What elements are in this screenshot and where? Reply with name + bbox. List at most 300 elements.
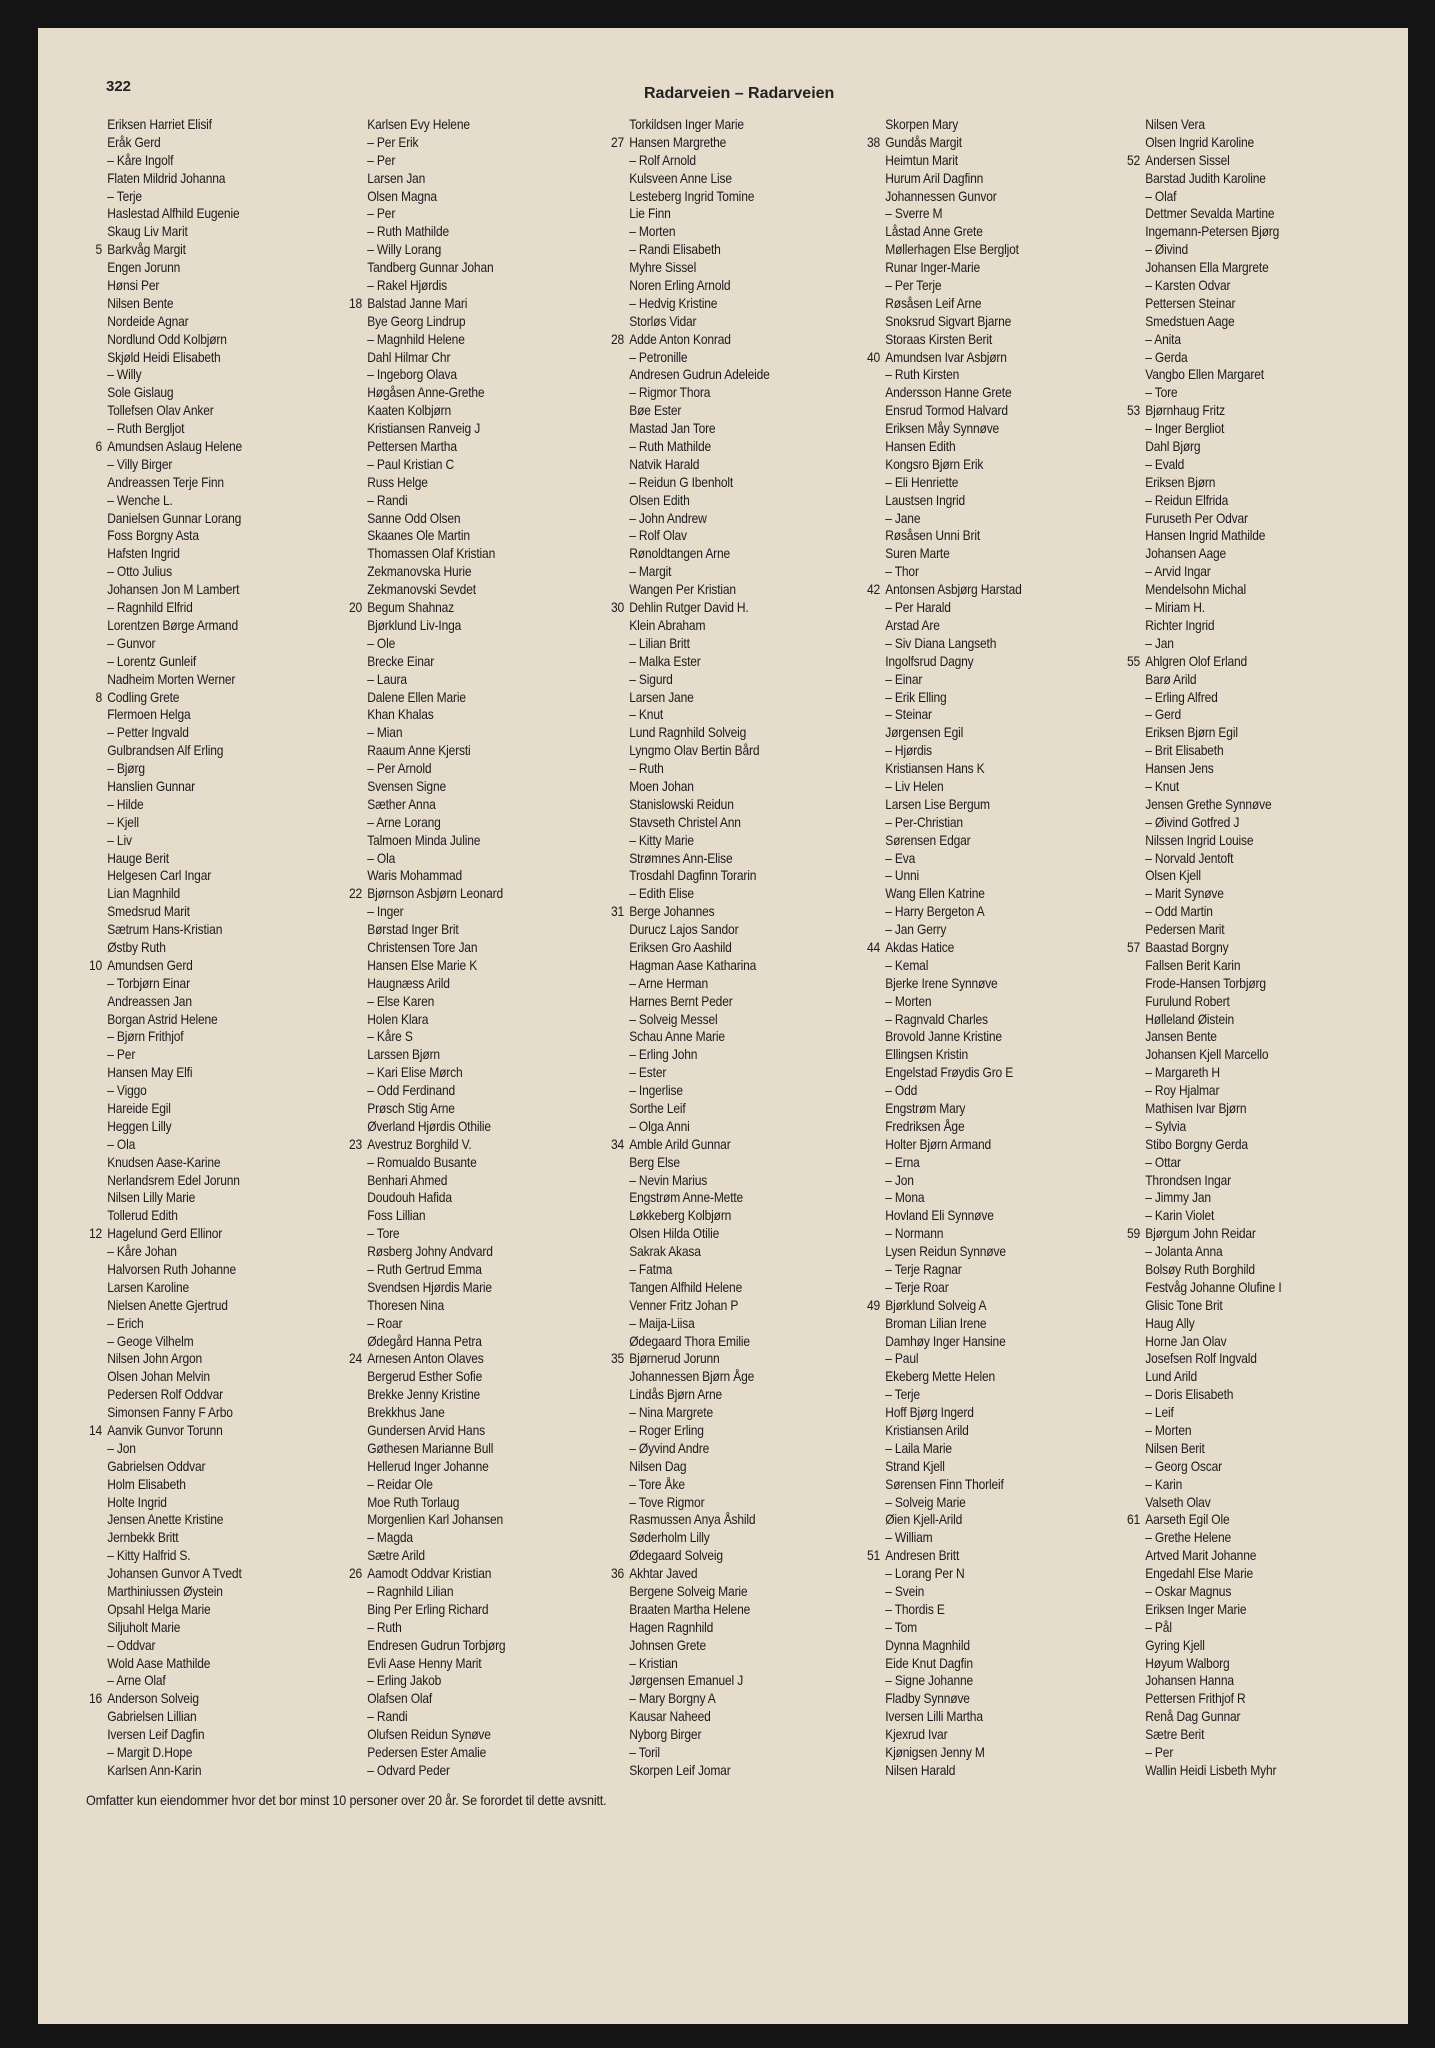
resident-name: Renå Dag Gunnar xyxy=(1145,1708,1241,1725)
resident-name: Bolsøy Ruth Borghild xyxy=(1145,1261,1255,1277)
resident-name: Johannessen Gunvor xyxy=(885,187,997,204)
resident-name: – Randi Elisabeth xyxy=(629,241,721,258)
resident-name: Larsen Karoline xyxy=(107,1278,189,1295)
resident-name: – Knut xyxy=(1145,777,1180,794)
resident-name: Kongsro Bjørn Erik xyxy=(885,455,984,472)
resident-name: – Rolf Olav xyxy=(629,527,687,544)
resident-name: Russ Helge xyxy=(367,473,428,490)
resident-name: Moen Johan xyxy=(629,777,694,794)
resident-name: Svendsen Hjørdis Marie xyxy=(367,1278,492,1295)
resident-name: Larsen Jane xyxy=(629,688,694,705)
resident-name: Gyring Kjell xyxy=(1145,1636,1205,1653)
resident-name: Bjørklund Liv-Inga xyxy=(367,616,462,633)
resident-name: Nilsen Lilly Marie xyxy=(107,1189,196,1206)
resident-name: – Evald xyxy=(1145,455,1185,472)
resident-name: – Kitty Marie xyxy=(629,831,694,848)
resident-name: – Willy Lorang xyxy=(367,241,442,258)
resident-name: Nilssen Ingrid Louise xyxy=(1145,831,1254,848)
resident-name: Eriksen Inger Marie xyxy=(1145,1600,1247,1617)
resident-name: Nyborg Birger xyxy=(629,1726,702,1743)
resident-name: Høyum Walborg xyxy=(1145,1654,1230,1671)
resident-name: Knudsen Aase-Karine xyxy=(107,1153,221,1170)
resident-name: Ingemann-Petersen Bjørg xyxy=(1145,223,1280,240)
resident-name: Tangen Alfhild Helene xyxy=(629,1278,743,1295)
resident-name: – Lorang Per N xyxy=(885,1565,965,1582)
resident-name: Endresen Gudrun Torbjørg xyxy=(367,1636,506,1653)
resident-name: – Villy Birger xyxy=(107,455,173,472)
resident-name: Richter Ingrid xyxy=(1145,616,1215,633)
resident-name: Arnesen Anton Olaves xyxy=(367,1350,484,1367)
resident-name: – Erling Jakob xyxy=(367,1672,442,1689)
resident-name: Ahlgren Olof Erland xyxy=(1145,652,1248,669)
resident-name: – Jon xyxy=(885,1171,914,1188)
resident-name: Olsen Magna xyxy=(367,187,437,204)
resident-name: Sætrum Hans-Kristian xyxy=(107,921,223,938)
resident-name: – Kjell xyxy=(107,813,139,830)
resident-name: Amundsen Ivar Asbjørn xyxy=(885,348,1007,365)
resident-name: Tollefsen Olav Anker xyxy=(107,402,214,419)
resident-name: Pettersen Frithjof R xyxy=(1145,1690,1246,1707)
resident-name: Engstrøm Mary xyxy=(885,1099,966,1116)
resident-name: Iversen Leif Dagfin xyxy=(107,1726,205,1743)
resident-name: Trosdahl Dagfinn Torarin xyxy=(629,867,757,884)
resident-name: Artved Marit Johanne xyxy=(1145,1547,1257,1564)
resident-name: Pettersen Steinar xyxy=(1145,294,1236,311)
resident-name: Sanne Odd Olsen xyxy=(367,509,461,526)
resident-name: – Ottar xyxy=(1145,1153,1181,1170)
resident-name: – John Andrew xyxy=(629,509,707,526)
resident-name: Brovold Janne Kristine xyxy=(885,1028,1002,1045)
resident-name: Stanislowski Reidun xyxy=(629,795,734,812)
resident-name: – Ruth Kirsten xyxy=(885,366,960,383)
resident-name: – Toril xyxy=(629,1744,660,1761)
resident-name: Børstad Inger Brit xyxy=(367,921,459,938)
resident-name: Venner Fritz Johan P xyxy=(629,1296,739,1313)
resident-name: Mendelsohn Michal xyxy=(1145,581,1247,598)
resident-name: Olafsen Olaf xyxy=(367,1690,433,1707)
resident-name: Låstad Anne Grete xyxy=(885,223,983,240)
resident-name: – Inger Bergliot xyxy=(1145,420,1225,437)
resident-name: – Øivind xyxy=(1145,241,1189,258)
house-number: 28 xyxy=(611,330,625,347)
resident-name: Eriksen Gro Aashild xyxy=(629,938,732,955)
resident-name: – Odd xyxy=(885,1082,918,1099)
resident-name: Harnes Bernt Peder xyxy=(629,992,733,1009)
resident-name: – Per Terje xyxy=(885,277,942,294)
resident-name: – Arvid Ingar xyxy=(1145,563,1211,580)
resident-name: Holte Ingrid xyxy=(107,1493,167,1510)
resident-name: – Petter Ingvald xyxy=(107,724,189,741)
resident-name: – Oskar Magnus xyxy=(1145,1583,1232,1600)
resident-name: Barkvåg Margit xyxy=(107,241,186,258)
resident-name: – Normann xyxy=(885,1225,944,1242)
resident-name: Pedersen Ester Amalie xyxy=(367,1744,487,1761)
resident-name: – Ester xyxy=(629,1064,667,1081)
resident-name: Johansen Ella Margrete xyxy=(1145,259,1269,276)
resident-name: – Paul xyxy=(885,1350,919,1367)
resident-name: Stavseth Christel Ann xyxy=(629,813,741,830)
resident-name: – Magnhild Helene xyxy=(367,330,465,347)
resident-name: Doudouh Hafida xyxy=(367,1189,452,1206)
resident-name: – Ragnhild Elfrid xyxy=(107,599,193,616)
resident-name: – Arne Herman xyxy=(629,974,708,991)
resident-name: Sole Gislaug xyxy=(107,384,174,401)
resident-name: – Maija-Liisa xyxy=(629,1314,695,1331)
resident-name: Hurum Aril Dagfinn xyxy=(885,169,984,186)
resident-name: – Terje Roar xyxy=(885,1278,949,1295)
resident-name: Berge Johannes xyxy=(629,903,715,920)
resident-name: Kaaten Kolbjørn xyxy=(367,402,452,419)
house-number: 16 xyxy=(89,1690,103,1707)
resident-name: Opsahl Helga Marie xyxy=(107,1600,211,1617)
resident-name: Hansen Jens xyxy=(1145,760,1214,777)
resident-name: – Tore Åke xyxy=(629,1475,685,1492)
resident-name: Pedersen Rolf Oddvar xyxy=(107,1386,223,1403)
resident-name: Johansen Jon M Lambert xyxy=(107,581,240,598)
resident-name: – Sylvia xyxy=(1145,1117,1187,1134)
resident-name: – Geoge Vilhelm xyxy=(107,1332,194,1349)
resident-name: Zekmanovska Hurie xyxy=(367,563,472,580)
resident-name: Nerlandsrem Edel Jorunn xyxy=(107,1171,240,1188)
resident-name: – Terje xyxy=(107,187,142,204)
resident-name: Jørgensen Emanuel J xyxy=(629,1672,744,1689)
resident-name: – Gunvor xyxy=(107,634,156,651)
resident-name: Ødegård Hanna Petra xyxy=(367,1332,482,1349)
resident-name: – Ruth Mathilde xyxy=(629,438,711,455)
resident-name: – Arne Lorang xyxy=(367,813,441,830)
resident-name: Siljuholt Marie xyxy=(107,1618,181,1635)
resident-name: – Roar xyxy=(367,1314,403,1331)
resident-name: Sorthe Leif xyxy=(629,1099,686,1116)
resident-name: Hagen Ragnhild xyxy=(629,1618,714,1635)
resident-name: Tollerud Edith xyxy=(107,1207,178,1224)
resident-name: – Bjørn Frithjof xyxy=(107,1028,184,1045)
house-number: 8 xyxy=(95,688,103,705)
resident-name: – Ruth Bergljot xyxy=(107,420,185,437)
resident-name: – Grethe Helene xyxy=(1145,1529,1232,1546)
resident-name: Jensen Anette Kristine xyxy=(107,1511,224,1528)
resident-name: Lindås Bjørn Arne xyxy=(629,1386,723,1403)
resident-name: Skaug Liv Marit xyxy=(107,223,188,240)
resident-name: Engstrøm Anne-Mette xyxy=(629,1189,744,1206)
resident-name: – Randi xyxy=(367,491,408,508)
resident-name: Aanvik Gunvor Torunn xyxy=(107,1422,223,1439)
resident-name: – Sigurd xyxy=(629,670,673,687)
resident-name: Gøthesen Marianne Bull xyxy=(367,1439,494,1456)
house-number: 51 xyxy=(867,1547,881,1564)
resident-name: Barstad Judith Karoline xyxy=(1145,169,1266,186)
resident-name: – Erich xyxy=(107,1314,144,1331)
resident-name: Heggen Lilly xyxy=(107,1117,172,1134)
resident-name: Wang Ellen Katrine xyxy=(885,885,985,902)
resident-name: Rasmussen Anya Åshild xyxy=(629,1511,756,1528)
house-number: 44 xyxy=(867,938,881,955)
resident-name: Helgesen Carl Ingar xyxy=(107,867,212,884)
resident-name: Bjerke Irene Synnøve xyxy=(885,974,998,991)
resident-name: Eide Knut Dagfin xyxy=(885,1654,973,1671)
resident-name: Bye Georg Lindrup xyxy=(367,312,466,329)
resident-name: Amundsen Gerd xyxy=(107,956,193,973)
resident-name: Dahl Bjørg xyxy=(1145,438,1201,455)
resident-name: – Norvald Jentoft xyxy=(1145,849,1234,866)
resident-name: Hareide Egil xyxy=(107,1099,171,1116)
resident-name: Engen Jorunn xyxy=(107,259,181,276)
resident-name: – Tom xyxy=(885,1618,917,1635)
house-number: 12 xyxy=(89,1225,103,1242)
resident-name: – Otto Julius xyxy=(107,563,172,580)
resident-name: Adde Anton Konrad xyxy=(629,330,731,347)
resident-name: – Randi xyxy=(367,1708,408,1725)
resident-name: – Anita xyxy=(1145,330,1181,347)
house-number: 26 xyxy=(349,1565,363,1582)
resident-name: Zekmanovski Sevdet xyxy=(367,581,476,598)
resident-name: Aarseth Egil Ole xyxy=(1145,1511,1230,1528)
resident-name: Kjexrud Ivar xyxy=(885,1726,948,1743)
resident-name: Broman Lilian Irene xyxy=(885,1314,987,1331)
resident-name: Nordlund Odd Kolbjørn xyxy=(107,330,227,347)
resident-name: Holm Elisabeth xyxy=(107,1475,186,1492)
resident-name: Wold Aase Mathilde xyxy=(107,1654,211,1671)
resident-name: – Kåre Ingolf xyxy=(107,151,174,168)
resident-name: Strømnes Ann-Elise xyxy=(629,849,733,866)
footer-note: Omfatter kun eiendommer hvor det bor minst 10 personer over 20 år. Se forordet til dette avsnitt. xyxy=(86,1792,607,1808)
resident-name: Flermoen Helga xyxy=(107,706,191,723)
resident-name: Nordeide Agnar xyxy=(107,312,189,329)
resident-name: Ingolfsrud Dagny xyxy=(885,652,974,669)
house-number: 57 xyxy=(1127,938,1141,955)
resident-name: Nielsen Anette Gjertrud xyxy=(107,1296,228,1313)
resident-name: Dahl Hilmar Chr xyxy=(367,348,451,365)
resident-name: Runar Inger-Marie xyxy=(885,259,981,276)
resident-name: Benhari Ahmed xyxy=(367,1171,448,1188)
resident-name: Berg Else xyxy=(629,1153,680,1170)
resident-name: – Per-Christian xyxy=(885,813,963,830)
resident-name: Furulund Robert xyxy=(1145,992,1230,1009)
resident-name: – Kåre S xyxy=(367,1028,413,1045)
resident-name: Brekkhus Jane xyxy=(367,1404,445,1421)
resident-name: Iversen Lilli Martha xyxy=(885,1708,983,1725)
resident-name: Noren Erling Arnold xyxy=(629,277,731,294)
resident-name: Karlsen Evy Helene xyxy=(367,116,470,132)
resident-name: – Ruth Gertrud Emma xyxy=(367,1261,482,1277)
resident-name: – Roy Hjalmar xyxy=(1145,1082,1220,1099)
resident-name: Tandberg Gunnar Johan xyxy=(367,259,494,276)
resident-name: – Paul Kristian C xyxy=(367,455,454,472)
resident-name: Moe Ruth Torlaug xyxy=(367,1493,460,1510)
resident-name: – Svein xyxy=(885,1583,925,1600)
resident-name: – Kitty Halfrid S. xyxy=(107,1547,191,1564)
resident-name: Lysen Reidun Synnøve xyxy=(885,1243,1006,1260)
page-heading: Radarveien – Radarveien xyxy=(644,85,835,102)
resident-name: Hølleland Øistein xyxy=(1145,1010,1234,1027)
resident-name: – Thor xyxy=(885,563,919,580)
resident-name: Akhtar Javed xyxy=(629,1565,698,1582)
resident-name: Pedersen Marit xyxy=(1145,921,1225,938)
resident-name: Kjønigsen Jenny M xyxy=(885,1744,985,1761)
resident-name: – Edith Elise xyxy=(629,885,694,902)
resident-name: Marthiniussen Øystein xyxy=(107,1583,223,1600)
resident-name: Laustsen Ingrid xyxy=(885,491,965,508)
resident-name: Storaas Kirsten Berit xyxy=(885,330,993,347)
resident-name: Jernbekk Britt xyxy=(107,1529,179,1546)
resident-name: Begum Shahnaz xyxy=(367,599,455,616)
resident-name: Lund Ragnhild Solveig xyxy=(629,724,747,741)
resident-name: Festvåg Johanne Olufine I xyxy=(1145,1278,1282,1295)
resident-name: Waris Mohammad xyxy=(367,867,463,884)
resident-name: – Karin Violet xyxy=(1145,1207,1215,1224)
resident-name: Eriksen Bjørn xyxy=(1145,473,1216,490)
resident-name: Gabrielsen Oddvar xyxy=(107,1457,206,1474)
resident-name: Flaten Mildrid Johanna xyxy=(107,169,226,186)
resident-name: Ødegaard Solveig xyxy=(629,1547,723,1564)
house-number: 31 xyxy=(611,903,625,920)
resident-name: Bing Per Erling Richard xyxy=(367,1600,489,1617)
resident-name: Haslestad Alfhild Eugenie xyxy=(107,205,240,222)
resident-name: – Kari Elise Mørch xyxy=(367,1064,463,1081)
resident-name: – Ragnhild Lilian xyxy=(367,1583,454,1600)
resident-name: Gabrielsen Lillian xyxy=(107,1708,197,1725)
resident-name: – Mary Borgny A xyxy=(629,1690,716,1707)
resident-name: Lyngmo Olav Bertin Bård xyxy=(629,742,760,759)
house-number: 6 xyxy=(95,438,103,455)
resident-name: – Fatma xyxy=(629,1261,673,1277)
resident-name: Røsberg Johny Andvard xyxy=(367,1243,493,1260)
resident-name: – Ruth xyxy=(629,760,664,777)
resident-name: Kausar Naheed xyxy=(629,1708,711,1725)
resident-name: – Per xyxy=(367,205,396,222)
resident-name: Horne Jan Olav xyxy=(1145,1332,1227,1349)
resident-name: Røsåsen Unni Brit xyxy=(885,527,981,544)
resident-name: Dalene Ellen Marie xyxy=(367,688,466,705)
resident-name: Lian Magnhild xyxy=(107,885,180,902)
resident-name: Raaum Anne Kjersti xyxy=(367,742,471,759)
resident-name: Kulsveen Anne Lise xyxy=(629,169,732,186)
resident-name: Aamodt Oddvar Kristian xyxy=(367,1565,492,1582)
resident-name: Brecke Einar xyxy=(367,652,435,669)
resident-name: Frode-Hansen Torbjørg xyxy=(1145,974,1266,991)
resident-name: Stibo Borgny Gerda xyxy=(1145,1135,1248,1152)
resident-name: Haug Ally xyxy=(1145,1314,1195,1331)
resident-name: – Romualdo Busante xyxy=(367,1153,477,1170)
resident-name: Torkildsen Inger Marie xyxy=(629,116,744,132)
resident-name: – Magda xyxy=(367,1529,413,1546)
resident-name: Andreassen Jan xyxy=(107,992,192,1009)
resident-name: Skjøld Heidi Elisabeth xyxy=(107,348,221,365)
resident-name: – Terje Ragnar xyxy=(885,1261,962,1277)
resident-name: Akdas Hatice xyxy=(885,938,955,955)
resident-name: Rønoldtangen Arne xyxy=(629,545,731,562)
resident-name: Suren Marte xyxy=(885,545,950,562)
resident-name: Johnsen Grete xyxy=(629,1636,706,1653)
house-number: 22 xyxy=(349,885,363,902)
resident-name: – Rigmor Thora xyxy=(629,384,711,401)
resident-name: Nilsen Dag xyxy=(629,1457,687,1474)
resident-name: Talmoen Minda Juline xyxy=(367,831,481,848)
resident-name: Bjørnerud Jorunn xyxy=(629,1350,720,1367)
resident-name: Røsåsen Leif Arne xyxy=(885,294,982,311)
resident-name: Arstad Are xyxy=(885,616,940,633)
resident-name: – Laila Marie xyxy=(885,1439,952,1456)
resident-name: – Leif xyxy=(1145,1404,1174,1421)
resident-name: Gundersen Arvid Hans xyxy=(367,1422,485,1439)
resident-name: Morgenlien Karl Johansen xyxy=(367,1511,503,1528)
resident-name: – Ragnvald Charles xyxy=(885,1010,988,1027)
resident-name: Bergerud Esther Sofie xyxy=(367,1368,483,1385)
resident-name: Amundsen Aslaug Helene xyxy=(107,438,243,455)
resident-name: Johannessen Bjørn Åge xyxy=(629,1368,755,1385)
resident-name: – Kåre Johan xyxy=(107,1243,177,1260)
resident-name: Prøsch Stig Arne xyxy=(367,1099,455,1116)
resident-name: Danielsen Gunnar Lorang xyxy=(107,509,242,526)
resident-name: Hansen Margrethe xyxy=(629,133,727,150)
resident-name: Glisic Tone Brit xyxy=(1145,1296,1223,1313)
resident-name: Bergene Solveig Marie xyxy=(629,1583,748,1600)
resident-name: Hansen Ingrid Mathilde xyxy=(1145,527,1266,544)
house-number: 36 xyxy=(611,1565,625,1582)
resident-name: – Siv Diana Langseth xyxy=(885,634,997,651)
resident-name: – Gerd xyxy=(1145,706,1182,723)
resident-name: Hansen Else Marie K xyxy=(367,956,478,973)
resident-name: – Torbjørn Einar xyxy=(107,974,190,991)
resident-name: – Liv xyxy=(107,831,132,848)
resident-name: – Sverre M xyxy=(885,205,943,222)
house-number: 23 xyxy=(349,1135,363,1152)
resident-name: Larsen Lise Bergum xyxy=(885,795,990,812)
resident-name: Andresen Gudrun Adeleide xyxy=(629,366,770,383)
resident-name: Heimtun Marit xyxy=(885,151,958,168)
resident-name: – Arne Olaf xyxy=(107,1672,166,1689)
resident-name: Høgåsen Anne-Grethe xyxy=(367,384,485,401)
resident-name: Dehlin Rutger David H. xyxy=(629,599,749,616)
resident-name: – Ingerlise xyxy=(629,1082,683,1099)
house-number: 35 xyxy=(611,1350,625,1367)
resident-name: Jansen Bente xyxy=(1145,1028,1217,1045)
resident-name: – Morten xyxy=(1145,1422,1192,1439)
resident-name: Eråk Gerd xyxy=(107,133,161,150)
resident-name: Storløs Vidar xyxy=(629,312,697,329)
resident-name: – Ruth Mathilde xyxy=(367,223,449,240)
resident-name: Balstad Janne Mari xyxy=(367,294,468,311)
resident-name: Myhre Sissel xyxy=(629,259,697,276)
resident-name: – Inger xyxy=(367,903,404,920)
resident-name: Øverland Hjørdis Othilie xyxy=(367,1117,491,1134)
resident-name: – Per xyxy=(1145,1744,1174,1761)
resident-name: Skorpen Leif Jomar xyxy=(629,1761,731,1778)
resident-name: Engelstad Frøydis Gro E xyxy=(885,1064,1014,1081)
resident-name: Olsen Edith xyxy=(629,491,690,508)
resident-name: Svensen Signe xyxy=(367,777,447,794)
house-number: 27 xyxy=(611,133,625,150)
resident-name: Durucz Lajos Sandor xyxy=(629,921,739,938)
resident-name: – Erik Elling xyxy=(885,688,947,705)
resident-name: – Olaf xyxy=(1145,187,1177,204)
resident-name: Eriksen Harriet Elisif xyxy=(107,116,212,132)
resident-name: Wallin Heidi Lisbeth Myhr xyxy=(1145,1761,1277,1778)
resident-name: – Hilde xyxy=(107,795,144,812)
house-number: 61 xyxy=(1127,1511,1141,1528)
resident-name: – Øyvind Andre xyxy=(629,1439,710,1456)
resident-name: – Bjørg xyxy=(107,760,145,777)
resident-name: Valseth Olav xyxy=(1145,1493,1211,1510)
resident-name: – Hedvig Kristine xyxy=(629,294,718,311)
resident-name: Bøe Ester xyxy=(629,402,682,419)
resident-name: Codling Grete xyxy=(107,688,180,705)
resident-name: – Nina Margrete xyxy=(629,1404,713,1421)
house-number: 34 xyxy=(611,1135,625,1152)
resident-name: Gundås Margit xyxy=(885,133,962,150)
resident-name: Hagman Aase Katharina xyxy=(629,956,757,973)
resident-name: – Erling John xyxy=(629,1046,698,1063)
